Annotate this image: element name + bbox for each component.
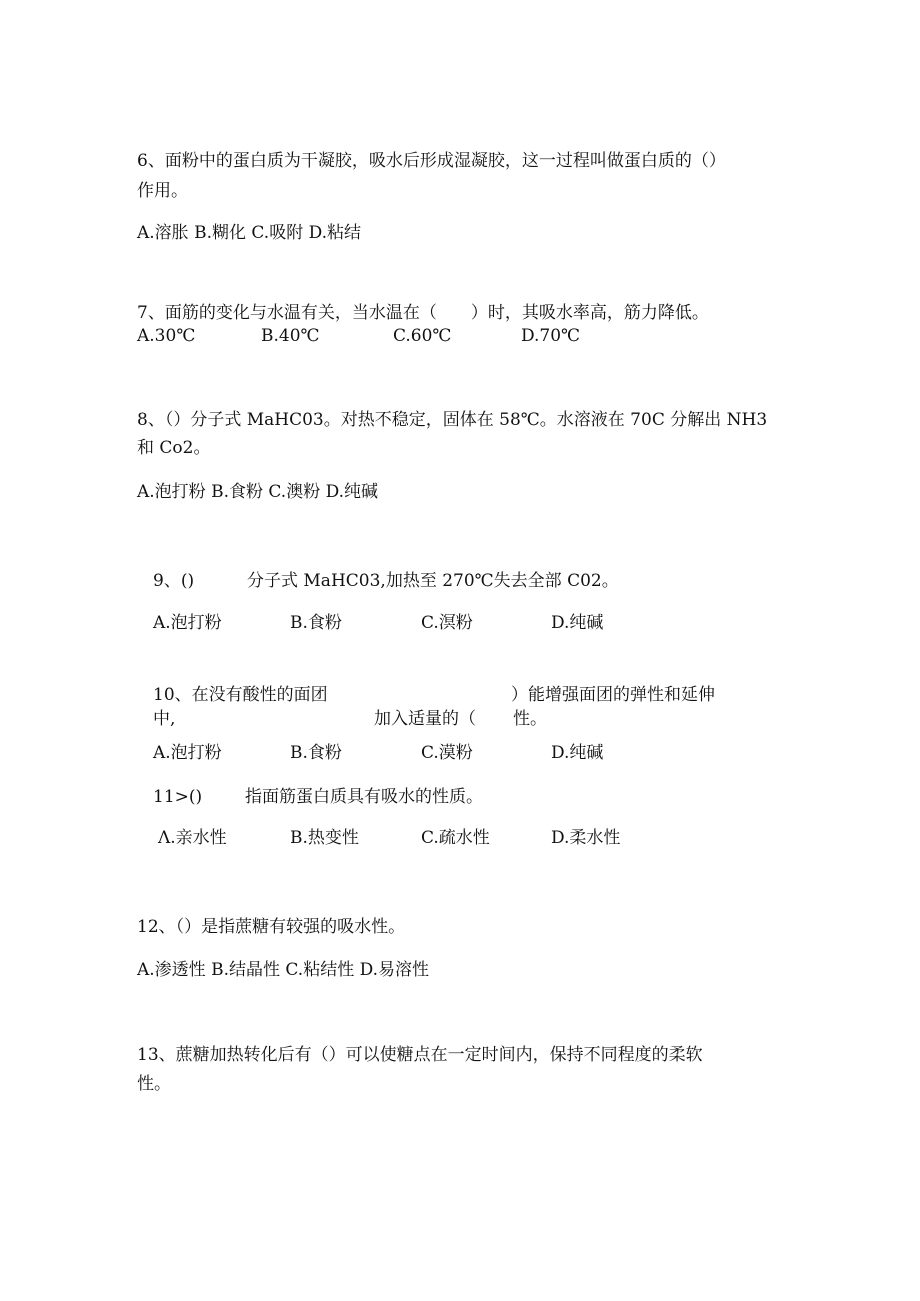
q13-text-line2: 性。 [137,1074,171,1094]
q13-text-line1: 13、蔗糖加热转化后有（）可以使糖点在一定时间内，保持不同程度的柔软 [137,1045,703,1065]
q10-option-d: D.纯碱 [551,743,604,763]
q10-text-part3: ）能增强面团的弹性和延伸 [511,685,715,705]
q6-options: A.溶胀 B.糊化 C.吸附 D.粘结 [137,223,362,243]
q11-number: 11>() [153,787,203,807]
q9-number: 9、() [153,571,195,591]
q11-option-c: C.疏水性 [421,828,490,848]
q7-text: 7、面筋的变化与水温有关，当水温在（ ）时，其吸水率高，筋力降低。 [137,303,709,323]
q9-option-b: B.食粉 [290,613,342,633]
q9-option-a: A.泡打粉 [153,613,222,633]
q8-text-line1: 8、（）分子式 MaHC03。对热不稳定，固体在 58℃。水溶液在 70C 分解出 NH3 [137,410,768,430]
q11-option-b: B.热变性 [290,828,359,848]
q10-option-b: B.食粉 [290,743,342,763]
q7-option-c: C.60℃ [393,326,452,346]
q6-text-line1: 6、面粉中的蛋白质为干凝胶，吸水后形成湿凝胶，这一过程叫做蛋白质的（） [137,151,726,171]
q9-option-d: D.纯碱 [551,613,604,633]
q10-option-a: A.泡打粉 [153,743,222,763]
q11-option-a: Λ.亲水性 [158,828,227,848]
q10-text-part1b: 中, [153,709,176,729]
q12-options: A.渗透性 B.结晶性 C.粘结性 D.易溶性 [137,960,430,980]
q8-text-line2: 和 Co2。 [137,438,211,458]
q9-text: 分子式 MaHC03,加热至 270℃失去全部 C02。 [247,571,619,591]
q10-text-part1: 10、在没有酸性的面团 [153,685,328,705]
q8-options: A.泡打粉 B.食粉 C.澳粉 D.纯碱 [137,482,379,502]
q7-option-b: B.40℃ [261,326,320,346]
q7-option-a: A.30℃ [137,326,196,346]
q10-text-part2: 加入适量的（ [374,709,476,729]
q7-option-d: D.70℃ [521,326,581,346]
q9-option-c: C.溟粉 [421,613,473,633]
q10-option-c: C.漠粉 [421,743,473,763]
q11-option-d: D.柔水性 [551,828,621,848]
q10-text-part3b: 性。 [513,709,547,729]
q11-text: 指面筋蛋白质具有吸水的性质。 [245,787,483,807]
q6-text-line2: 作用。 [137,181,188,201]
q12-text: 12、（）是指蔗糖有较强的吸水性。 [137,917,406,937]
